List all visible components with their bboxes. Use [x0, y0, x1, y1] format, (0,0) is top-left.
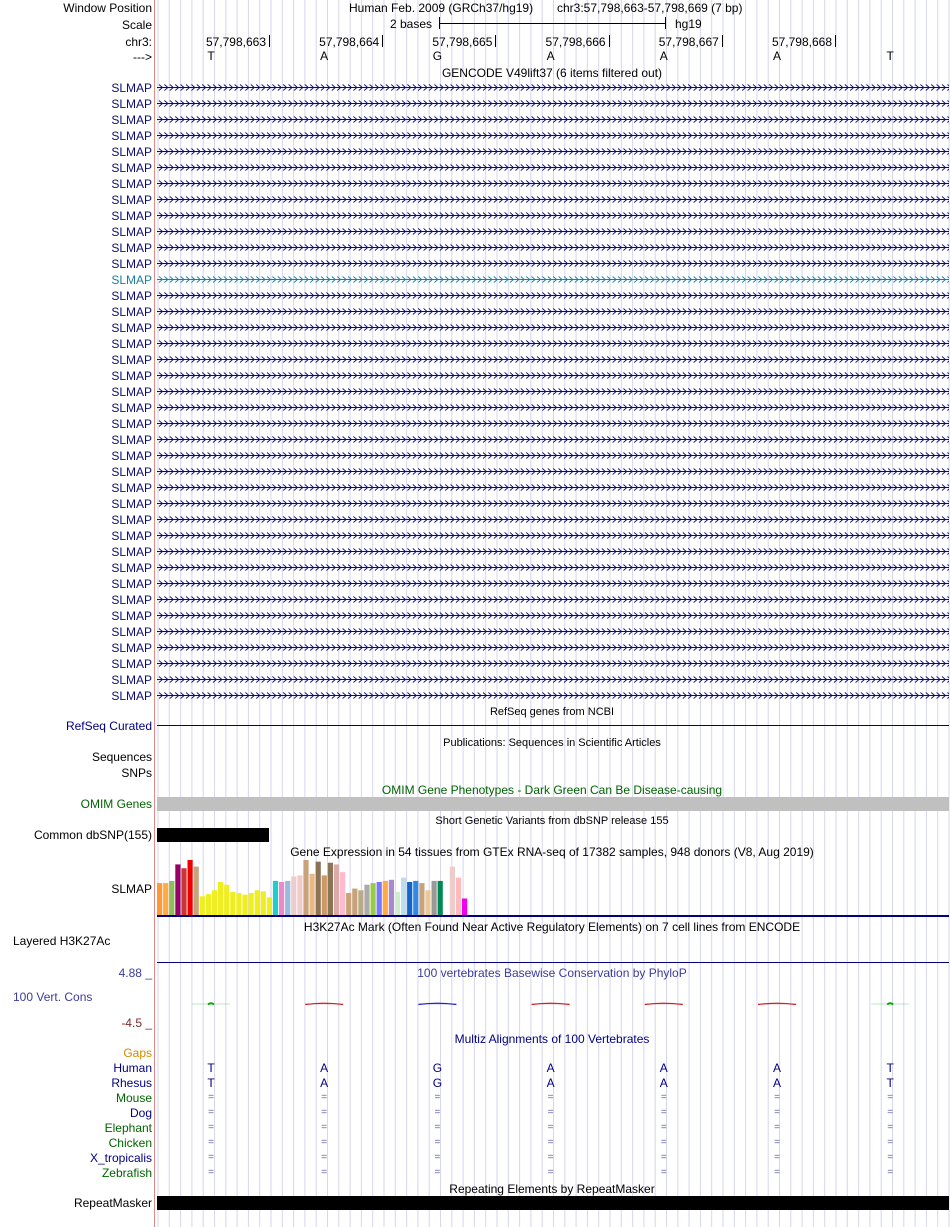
gtex-tissue-bar[interactable]: [255, 890, 260, 915]
multiz-aligned-base: =: [208, 1137, 214, 1148]
coordinate-tick: [835, 35, 836, 47]
gtex-tissue-bar[interactable]: [212, 890, 217, 915]
gtex-tissue-bar[interactable]: [194, 867, 199, 915]
gencode-gene-label[interactable]: SLMAP: [111, 481, 152, 495]
position-text[interactable]: chr3:57,798,663-57,798,669 (7 bp): [557, 1, 743, 15]
gencode-transcript[interactable]: [157, 372, 949, 379]
gtex-tissue-bar[interactable]: [364, 885, 369, 915]
omim-title: OMIM Gene Phenotypes - Dark Green Can Be Disease-causing: [381, 783, 723, 797]
gencode-transcript[interactable]: [157, 596, 949, 603]
gencode-transcript[interactable]: [157, 692, 949, 699]
gencode-gene-label[interactable]: SLMAP: [111, 129, 152, 143]
multiz-aligned-base: =: [208, 1122, 214, 1133]
multiz-aligned-base: =: [208, 1107, 214, 1118]
gencode-gene-label[interactable]: SLMAP: [111, 81, 152, 95]
gtex-baseline: [157, 915, 949, 917]
gencode-transcript[interactable]: [157, 276, 949, 283]
gencode-gene-label[interactable]: SLMAP: [111, 177, 152, 191]
gtex-tissue-bar[interactable]: [389, 880, 394, 915]
window-position-label: Window Position: [63, 1, 152, 15]
gtex-tissue-bar[interactable]: [340, 872, 345, 915]
scale-label: Scale: [121, 18, 152, 32]
multiz-species-label[interactable]: Dog: [129, 1106, 152, 1120]
base-letter: A: [659, 49, 668, 63]
gencode-transcript[interactable]: [157, 100, 949, 107]
gencode-gene-label[interactable]: SLMAP: [111, 593, 152, 607]
multiz-aligned-base: G: [432, 1076, 443, 1090]
h3k27ac-title: H3K27Ac Mark (Often Found Near Active Regulatory Elements) on 7 cell lines from ENCODE: [303, 920, 801, 934]
gencode-gene-label[interactable]: SLMAP: [111, 241, 152, 255]
gencode-gene-label[interactable]: SLMAP: [111, 465, 152, 479]
gtex-tissue-bar[interactable]: [218, 882, 223, 915]
coordinate-tick: [495, 35, 496, 47]
multiz-species-label[interactable]: Mouse: [115, 1091, 152, 1105]
gtex-tissue-bar[interactable]: [249, 893, 254, 915]
multiz-aligned-base: T: [886, 1076, 894, 1090]
gencode-gene-label[interactable]: SLMAP: [111, 577, 152, 591]
gtex-tissue-bar[interactable]: [224, 885, 229, 915]
gtex-tissue-bar[interactable]: [303, 860, 308, 915]
gaps-label: Gaps: [123, 1046, 152, 1060]
multiz-aligned-base: A: [546, 1061, 555, 1075]
gtex-title: Gene Expression in 54 tissues from GTEx RNA-seq of 17382 samples, 948 donors (V8, Aug 2019): [290, 845, 814, 859]
gtex-tissue-bar[interactable]: [425, 890, 430, 915]
gtex-tissue-bar[interactable]: [383, 881, 388, 915]
multiz-aligned-base: =: [434, 1167, 441, 1178]
gencode-transcript[interactable]: [157, 324, 949, 331]
phylop-plot[interactable]: [155, 996, 950, 1012]
publications-title: Publications: Sequences in Scientific Articles: [443, 737, 661, 749]
multiz-aligned-base: A: [659, 1061, 668, 1075]
coordinate-tick: [722, 35, 723, 47]
multiz-title: Multiz Alignments of 100 Vertebrates: [454, 1032, 650, 1046]
gencode-transcript[interactable]: [157, 148, 949, 155]
gtex-tissue-bar[interactable]: [328, 863, 333, 915]
gencode-transcript[interactable]: [157, 516, 949, 523]
multiz-aligned-base: =: [321, 1152, 328, 1163]
gtex-tissue-bar[interactable]: [377, 882, 382, 915]
multiz-aligned-base: =: [547, 1092, 554, 1103]
multiz-aligned-base: =: [660, 1152, 667, 1163]
gencode-gene-label[interactable]: SLMAP: [111, 289, 152, 303]
gencode-transcript[interactable]: [157, 212, 949, 219]
h3k27ac-label[interactable]: Layered H3K27Ac: [13, 934, 111, 948]
gencode-gene-label[interactable]: SLMAP: [111, 657, 152, 671]
coordinate-label: 57,798,663: [205, 35, 266, 49]
refseq-gene-line[interactable]: [157, 725, 949, 726]
gencode-gene-label[interactable]: SLMAP: [111, 369, 152, 383]
multiz-aligned-base: =: [887, 1107, 894, 1118]
gencode-gene-label[interactable]: SLMAP: [111, 641, 152, 655]
multiz-aligned-base: =: [660, 1137, 667, 1148]
multiz-aligned-base: =: [208, 1092, 214, 1103]
gtex-tissue-bar[interactable]: [181, 868, 186, 915]
base-letter: A: [320, 49, 329, 63]
gtex-tissue-bar[interactable]: [334, 864, 339, 915]
base-letter: A: [546, 49, 555, 63]
coordinate-label: 57,798,666: [545, 35, 606, 49]
gencode-transcript[interactable]: [157, 500, 949, 507]
strand-label: --->: [133, 50, 152, 64]
gencode-gene-label[interactable]: SLMAP: [111, 273, 152, 287]
gencode-transcript[interactable]: [157, 580, 949, 587]
gencode-gene-label[interactable]: SLMAP: [111, 321, 152, 335]
phylop-label[interactable]: 100 Vert. Cons: [13, 990, 93, 1004]
gtex-tissue-bar[interactable]: [267, 897, 272, 915]
scale-bar: [439, 23, 666, 24]
gencode-gene-label[interactable]: SLMAP: [111, 145, 152, 159]
multiz-aligned-base: =: [547, 1137, 554, 1148]
multiz-aligned-base: A: [772, 1061, 782, 1075]
gencode-gene-label[interactable]: SLMAP: [111, 161, 152, 175]
scale-db: hg19: [675, 17, 702, 31]
gencode-gene-label[interactable]: SLMAP: [111, 337, 152, 351]
multiz-aligned-base: =: [547, 1107, 554, 1118]
assembly-text: Human Feb. 2009 (GRCh37/hg19): [349, 1, 534, 15]
coordinate-label: 57,798,665: [432, 35, 493, 49]
gencode-title: GENCODE V49lift37 (6 items filtered out): [441, 66, 663, 80]
gencode-transcript[interactable]: [157, 292, 949, 299]
dbsnp-title: Short Genetic Variants from dbSNP release 155: [435, 815, 669, 827]
multiz-aligned-base: A: [546, 1076, 555, 1090]
gencode-gene-label[interactable]: SLMAP: [111, 689, 152, 703]
omim-bar[interactable]: [157, 797, 949, 811]
multiz-aligned-base: A: [659, 1076, 668, 1090]
multiz-aligned-base: =: [321, 1137, 328, 1148]
omim-label[interactable]: OMIM Genes: [80, 797, 152, 811]
multiz-aligned-base: =: [774, 1107, 780, 1118]
gencode-transcript[interactable]: [157, 436, 949, 443]
gencode-transcript[interactable]: [157, 628, 949, 635]
gencode-gene-label[interactable]: SLMAP: [111, 113, 152, 127]
multiz-aligned-base: =: [208, 1152, 214, 1163]
multiz-aligned-base: =: [660, 1092, 667, 1103]
base-letter: T: [886, 49, 894, 63]
gtex-tissue-bar[interactable]: [346, 893, 351, 915]
multiz-aligned-base: =: [774, 1152, 780, 1163]
multiz-species-label[interactable]: Zebrafish: [101, 1166, 152, 1180]
gencode-gene-label[interactable]: SLMAP: [111, 433, 152, 447]
gtex-tissue-bar[interactable]: [450, 867, 455, 915]
phylop-min-label: -4.5 _: [121, 1016, 152, 1030]
multiz-aligned-base: =: [547, 1122, 554, 1133]
gencode-transcript[interactable]: [157, 196, 949, 203]
gencode-gene-label[interactable]: SLMAP: [111, 305, 152, 319]
gtex-tissue-bar[interactable]: [206, 894, 211, 915]
multiz-species-label[interactable]: Rhesus: [111, 1076, 152, 1090]
coordinate-label: 57,798,668: [771, 35, 832, 49]
gencode-gene-label[interactable]: SLMAP: [111, 97, 152, 111]
multiz-aligned-base: =: [774, 1092, 780, 1103]
refseq-label[interactable]: RefSeq Curated: [65, 719, 152, 733]
gtex-tissue-bar[interactable]: [438, 881, 443, 915]
snps-label[interactable]: SNPs: [121, 766, 152, 780]
multiz-species-label[interactable]: X_tropicalis: [89, 1151, 152, 1165]
scale-bar-left-tick: [439, 17, 440, 29]
gencode-transcript[interactable]: [157, 180, 949, 187]
multiz-aligned-base: =: [660, 1167, 667, 1178]
gtex-tissue-bar[interactable]: [432, 881, 437, 915]
multiz-aligned-base: =: [887, 1152, 894, 1163]
scale-bar-right-tick: [665, 17, 666, 29]
refseq-title: RefSeq genes from NCBI: [489, 706, 615, 718]
gtex-tissue-bar[interactable]: [291, 877, 296, 916]
gtex-tissue-bar[interactable]: [236, 893, 241, 915]
gencode-gene-label[interactable]: SLMAP: [111, 449, 152, 463]
coordinate-label: 57,798,667: [658, 35, 719, 49]
gtex-tissue-bar[interactable]: [200, 896, 205, 915]
gencode-gene-label[interactable]: SLMAP: [111, 625, 152, 639]
sequences-label[interactable]: Sequences: [91, 750, 152, 764]
base-letter: G: [432, 49, 443, 63]
multiz-aligned-base: =: [774, 1137, 780, 1148]
multiz-aligned-base: T: [886, 1061, 894, 1075]
multiz-aligned-base: =: [547, 1167, 554, 1178]
multiz-aligned-base: =: [434, 1092, 441, 1103]
multiz-aligned-base: =: [547, 1152, 554, 1163]
gtex-tissue-bar[interactable]: [175, 864, 180, 915]
gtex-tissue-bar[interactable]: [242, 895, 247, 915]
gtex-tissue-bar[interactable]: [230, 892, 235, 915]
gtex-tissue-bar[interactable]: [285, 881, 290, 915]
gencode-gene-label[interactable]: SLMAP: [111, 353, 152, 367]
multiz-aligned-base: =: [434, 1107, 441, 1118]
multiz-aligned-base: G: [432, 1061, 443, 1075]
coordinate-tick: [269, 35, 270, 47]
gencode-gene-label[interactable]: SLMAP: [111, 417, 152, 431]
gtex-tissue-bar[interactable]: [273, 881, 278, 915]
gtex-tissue-bar[interactable]: [169, 881, 174, 915]
gencode-gene-label[interactable]: SLMAP: [111, 209, 152, 223]
gencode-transcript[interactable]: [157, 676, 949, 683]
multiz-aligned-base: =: [434, 1122, 441, 1133]
gencode-transcript[interactable]: [157, 260, 949, 267]
gtex-tissue-bar[interactable]: [358, 890, 363, 915]
base-letter: A: [772, 49, 782, 63]
gtex-expression-chart[interactable]: [155, 859, 545, 915]
gencode-transcript[interactable]: [157, 164, 949, 171]
phylop-title: 100 vertebrates Basewise Conservation by PhyloP: [417, 966, 687, 980]
repeatmasker-title: Repeating Elements by RepeatMasker: [449, 1182, 655, 1196]
gtex-tissue-bar[interactable]: [297, 875, 302, 915]
coordinate-tick: [382, 35, 383, 47]
gencode-transcript[interactable]: [157, 132, 949, 139]
gtex-tissue-bar[interactable]: [310, 874, 315, 915]
multiz-aligned-base: =: [887, 1137, 894, 1148]
h3k27ac-baseline: [157, 962, 949, 963]
gencode-gene-label[interactable]: SLMAP: [111, 401, 152, 415]
multiz-aligned-base: =: [774, 1167, 780, 1178]
gencode-transcript[interactable]: [157, 420, 949, 427]
gtex-tissue-bar[interactable]: [413, 881, 418, 915]
phylop-max-label: 4.88 _: [118, 966, 152, 980]
gencode-transcript[interactable]: [157, 404, 949, 411]
gencode-gene-label[interactable]: SLMAP: [111, 673, 152, 687]
gencode-gene-label[interactable]: SLMAP: [111, 609, 152, 623]
multiz-species-label[interactable]: Human: [113, 1061, 152, 1075]
gencode-transcript[interactable]: [157, 660, 949, 667]
multiz-aligned-base: =: [321, 1122, 328, 1133]
coordinate-label: 57,798,664: [319, 35, 380, 49]
gencode-transcript[interactable]: [157, 452, 949, 459]
gencode-transcript[interactable]: [157, 548, 949, 555]
gencode-gene-label[interactable]: SLMAP: [111, 545, 152, 559]
multiz-aligned-base: =: [660, 1122, 667, 1133]
coordinate-tick: [609, 35, 610, 47]
gencode-transcript[interactable]: [157, 388, 949, 395]
gtex-tissue-bar[interactable]: [419, 883, 424, 915]
gtex-tissue-bar[interactable]: [352, 889, 357, 915]
multiz-aligned-base: T: [207, 1076, 215, 1090]
multiz-species-label[interactable]: Chicken: [108, 1136, 152, 1150]
chrom-label: chr3:: [125, 35, 152, 49]
dbsnp-variant-bar[interactable]: [157, 828, 269, 842]
gtex-tissue-bar[interactable]: [401, 878, 406, 915]
multiz-aligned-base: =: [434, 1152, 441, 1163]
gencode-gene-label[interactable]: SLMAP: [111, 385, 152, 399]
gencode-transcript[interactable]: [157, 612, 949, 619]
base-letter: T: [207, 49, 215, 63]
gtex-tissue-bar[interactable]: [371, 883, 376, 915]
gtex-tissue-bar[interactable]: [322, 875, 327, 915]
gtex-tissue-bar[interactable]: [316, 862, 321, 915]
gencode-gene-label[interactable]: SLMAP: [111, 529, 152, 543]
gencode-gene-label[interactable]: SLMAP: [111, 561, 152, 575]
multiz-aligned-base: =: [434, 1137, 441, 1148]
gtex-tissue-bar[interactable]: [157, 883, 162, 915]
gencode-gene-label[interactable]: SLMAP: [111, 257, 152, 271]
gencode-transcript[interactable]: [157, 564, 949, 571]
gencode-transcript[interactable]: [157, 84, 949, 91]
gtex-tissue-bar[interactable]: [462, 899, 467, 916]
gencode-gene-label[interactable]: SLMAP: [111, 513, 152, 527]
gencode-transcript[interactable]: [157, 116, 949, 123]
gtex-tissue-bar[interactable]: [456, 878, 461, 915]
gencode-transcript[interactable]: [157, 244, 949, 251]
gtex-tissue-bar[interactable]: [163, 883, 168, 915]
gtex-tissue-bar[interactable]: [407, 882, 412, 915]
gencode-gene-label[interactable]: SLMAP: [111, 497, 152, 511]
multiz-aligned-base: A: [772, 1076, 782, 1090]
dbsnp-label[interactable]: Common dbSNP(155): [33, 828, 152, 842]
multiz-aligned-base: =: [887, 1092, 894, 1103]
repeatmasker-bar[interactable]: [157, 1196, 949, 1210]
gencode-transcript[interactable]: [157, 228, 949, 235]
gtex-tissue-bar[interactable]: [279, 882, 284, 915]
gtex-label[interactable]: SLMAP: [111, 882, 152, 896]
multiz-aligned-base: =: [660, 1107, 667, 1118]
multiz-aligned-base: =: [321, 1107, 328, 1118]
gencode-transcript[interactable]: [157, 484, 949, 491]
multiz-aligned-base: A: [320, 1061, 329, 1075]
multiz-aligned-base: =: [887, 1122, 894, 1133]
gencode-transcript[interactable]: [157, 356, 949, 363]
multiz-aligned-base: =: [321, 1092, 328, 1103]
gtex-tissue-bar[interactable]: [444, 900, 449, 915]
gencode-transcript[interactable]: [157, 468, 949, 475]
gencode-transcript[interactable]: [157, 308, 949, 315]
multiz-aligned-base: =: [774, 1122, 780, 1133]
gtex-tissue-bar[interactable]: [395, 892, 400, 915]
label-divider: [154, 0, 155, 1227]
gencode-transcript[interactable]: [157, 644, 949, 651]
gtex-tissue-bar[interactable]: [188, 860, 193, 915]
gencode-gene-label[interactable]: SLMAP: [111, 225, 152, 239]
scale-text: 2 bases: [390, 17, 433, 31]
multiz-aligned-base: =: [208, 1167, 214, 1178]
multiz-aligned-base: =: [321, 1167, 328, 1178]
multiz-species-label[interactable]: Elephant: [104, 1121, 152, 1135]
multiz-aligned-base: =: [887, 1167, 894, 1178]
repeatmasker-label[interactable]: RepeatMasker: [73, 1196, 152, 1210]
gtex-tissue-bar[interactable]: [261, 891, 266, 915]
gencode-transcript[interactable]: [157, 340, 949, 347]
gencode-gene-label[interactable]: SLMAP: [111, 193, 152, 207]
multiz-aligned-base: T: [207, 1061, 215, 1075]
gencode-transcript[interactable]: [157, 532, 949, 539]
multiz-aligned-base: A: [320, 1076, 329, 1090]
